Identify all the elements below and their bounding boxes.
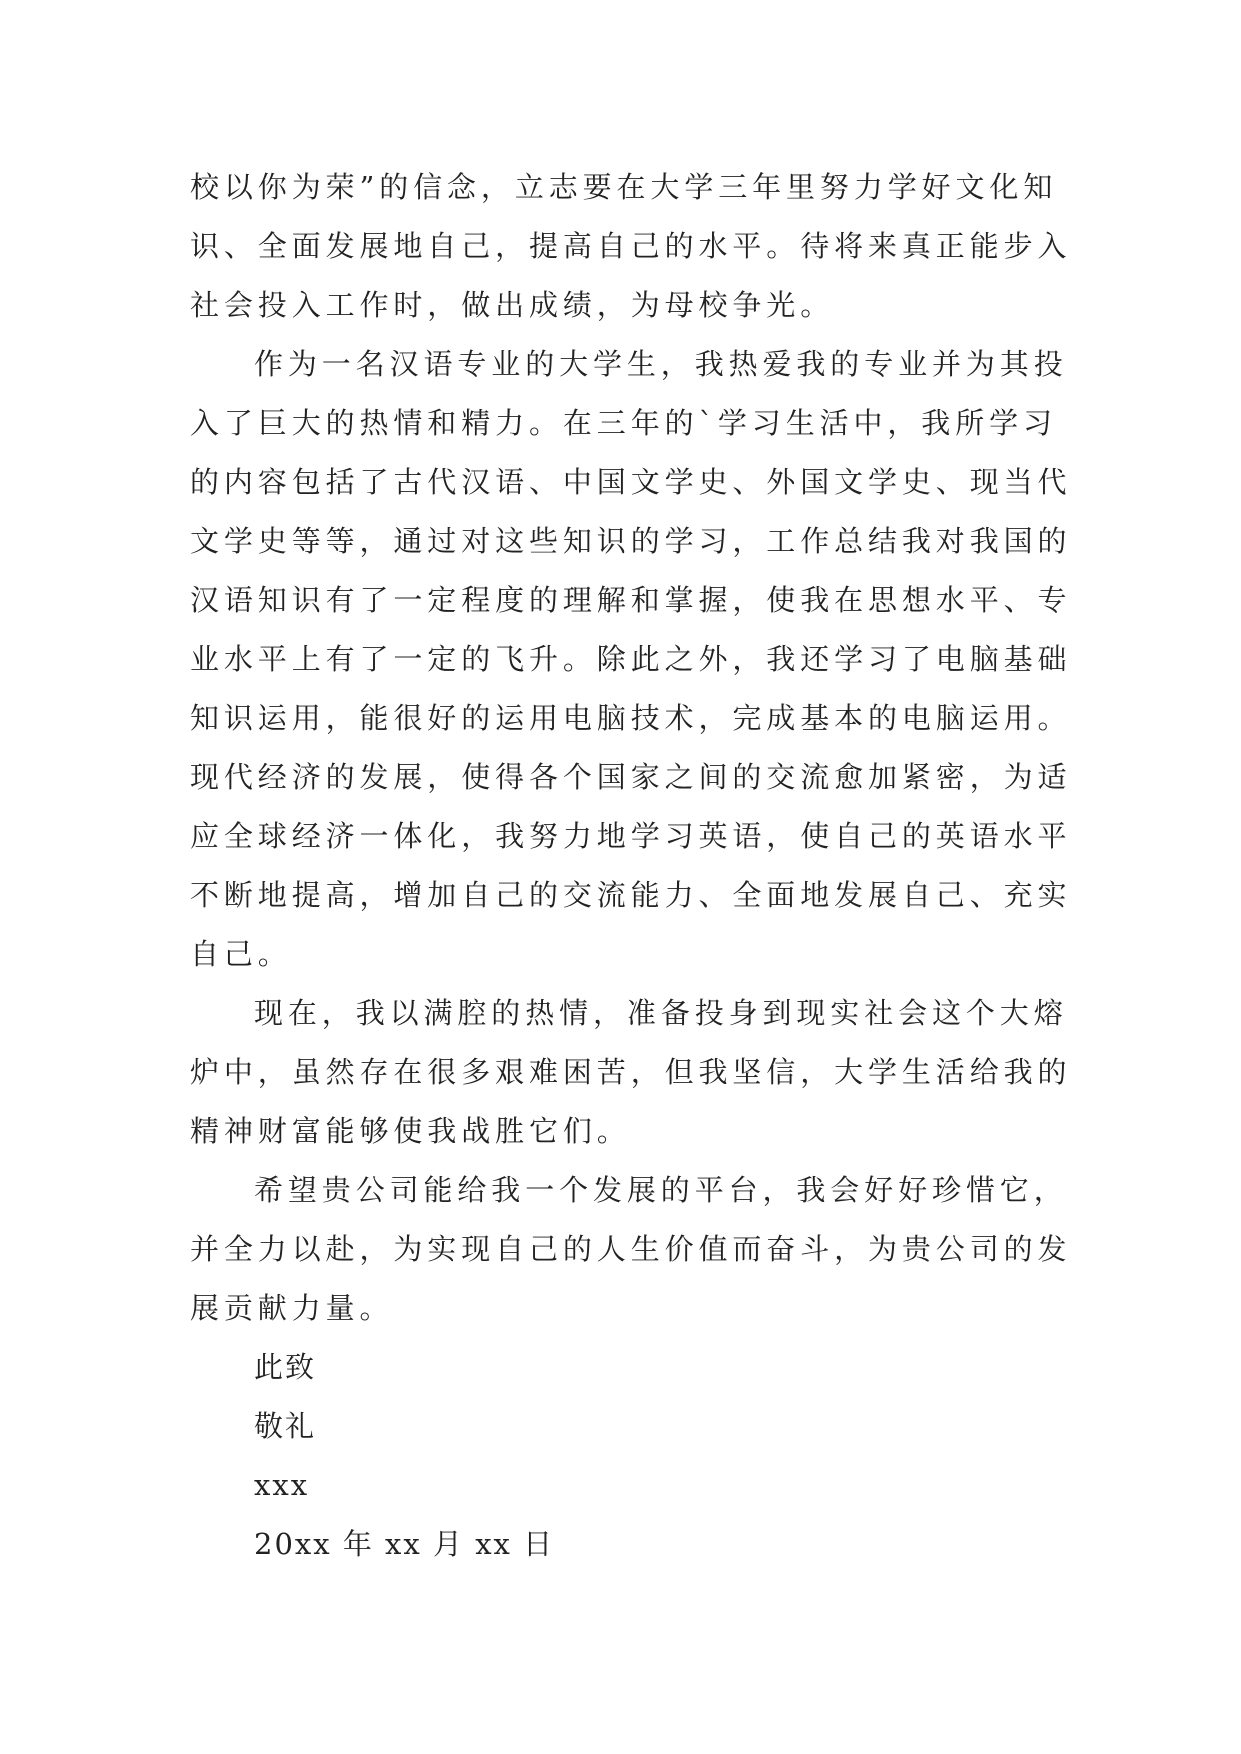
body-line: 业水平上有了一定的飞升。除此之外，我还学习了电脑基础 bbox=[190, 642, 1072, 676]
body-line: 不断地提高，增加自己的交流能力、全面地发展自己、充实 bbox=[190, 878, 1072, 912]
body-line: 文学史等等，通过对这些知识的学习，工作总结我对我国的 bbox=[190, 524, 1072, 558]
date: 20xx 年 xx 月 xx 日 bbox=[254, 1527, 555, 1561]
body-line: 展贡献力量。 bbox=[190, 1291, 394, 1325]
closing-regards-2: 敬礼 bbox=[254, 1409, 317, 1443]
body-line: 并全力以赴，为实现自己的人生价值而奋斗，为贵公司的发 bbox=[190, 1232, 1072, 1266]
body-line: 炉中，虽然存在很多艰难困苦，但我坚信，大学生活给我的 bbox=[190, 1055, 1072, 1089]
body-line: 现代经济的发展，使得各个国家之间的交流愈加紧密，为适 bbox=[190, 760, 1072, 794]
paragraph-start-line: 希望贵公司能给我一个发展的平台，我会好好珍惜它， bbox=[254, 1173, 1068, 1207]
body-line: 汉语知识有了一定程度的理解和掌握，使我在思想水平、专 bbox=[190, 583, 1072, 617]
closing-regards-1: 此致 bbox=[254, 1350, 317, 1384]
body-line: 识、全面发展地自己，提高自己的水平。待将来真正能步入 bbox=[190, 229, 1072, 263]
body-line: 知识运用，能很好的运用电脑技术，完成基本的电脑运用。 bbox=[190, 701, 1072, 735]
paragraph-start-line: 作为一名汉语专业的大学生，我热爱我的专业并为其投 bbox=[254, 347, 1068, 381]
body-line: 精神财富能够使我战胜它们。 bbox=[190, 1114, 631, 1148]
paragraph-start-line: 现在，我以满腔的热情，准备投身到现实社会这个大熔 bbox=[254, 996, 1068, 1030]
body-line: 应全球经济一体化，我努力地学习英语，使自己的英语水平 bbox=[190, 819, 1072, 853]
signature: xxx bbox=[254, 1468, 310, 1502]
body-line: 自己。 bbox=[190, 937, 292, 971]
body-line: 校以你为荣”的信念，立志要在大学三年里努力学好文化知 bbox=[190, 170, 1058, 204]
body-line: 入了巨大的热情和精力。在三年的`学习生活中，我所学习 bbox=[190, 406, 1057, 440]
body-line: 社会投入工作时，做出成绩，为母校争光。 bbox=[190, 288, 835, 322]
body-line: 的内容包括了古代汉语、中国文学史、外国文学史、现当代 bbox=[190, 465, 1072, 499]
